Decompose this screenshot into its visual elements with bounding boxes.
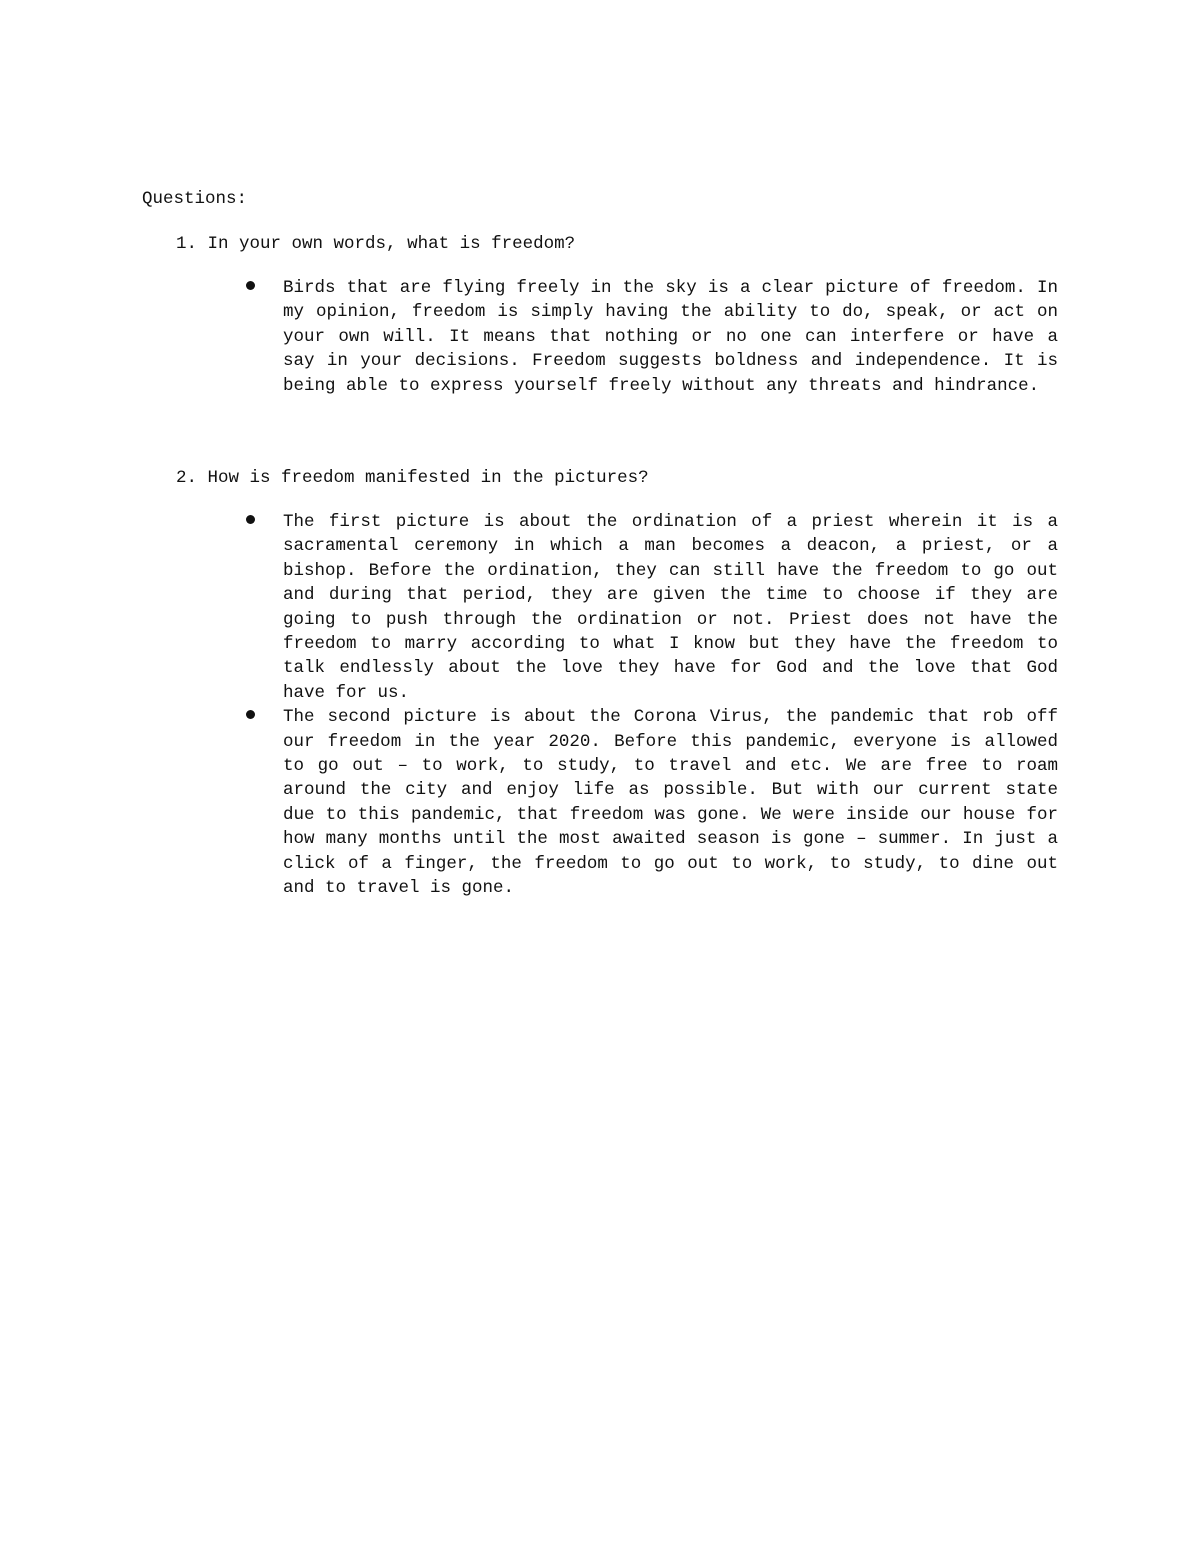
answer-2-2-text: The second picture is about the Corona Virus, the pandemic that rob off our freedom in the year 2020. Before this pandemic, everyone is allowed to go out – to work, to study, to travel and etc. We are free to roam around the city and enjoy life as possible. But with our current state due to this pandemic, that freedom was gone. We were inside our house for how many months until the most awaited season is gone – summer. In just a click of a finger, the freedom to go out to work, to study, to dine out and to travel is gone. <box>283 707 1058 899</box>
question-1-answers <box>0 276 1200 398</box>
questions-heading: Questions: <box>142 189 248 209</box>
answer-2-1-text: The first picture is about the ordination of a priest wherein it is a sacramental ceremony in which a man becomes a deacon, a priest, or a bishop. Before the ordination, they can still have the freedom to go out and during that period, they are given the time to choose if they are going to push through the ordination or not. Priest does not have the freedom to marry according to what I know but they have the freedom to talk endlessly about the love they have for God and the love that God have for us. <box>283 512 1058 703</box>
bullet-icon <box>246 710 255 719</box>
answer-2-1 <box>0 510 1200 705</box>
bullet-icon <box>246 515 255 524</box>
question-1 <box>176 232 575 256</box>
question-2-answers <box>0 510 1200 901</box>
answer-2-2 <box>0 705 1200 900</box>
question-1-text: In your own words, what is freedom? <box>207 234 576 254</box>
question-2 <box>176 466 649 490</box>
bullet-icon <box>246 281 255 290</box>
question-2-text: How is freedom manifested in the pictures? <box>207 468 649 488</box>
question-1-number: 1. <box>176 234 198 254</box>
question-2-number: 2. <box>176 468 198 488</box>
answer-1-1 <box>0 276 1200 398</box>
answer-1-1-text: Birds that are flying freely in the sky is a clear picture of freedom. In my opinion, freedom is simply having the ability to do, speak, or act on your own will. It means that nothing or no one can interfere or have a say in your decisions. Freedom suggests boldness and independence. It is being able to express yourself freely without any threats and hindrance. <box>283 278 1058 396</box>
